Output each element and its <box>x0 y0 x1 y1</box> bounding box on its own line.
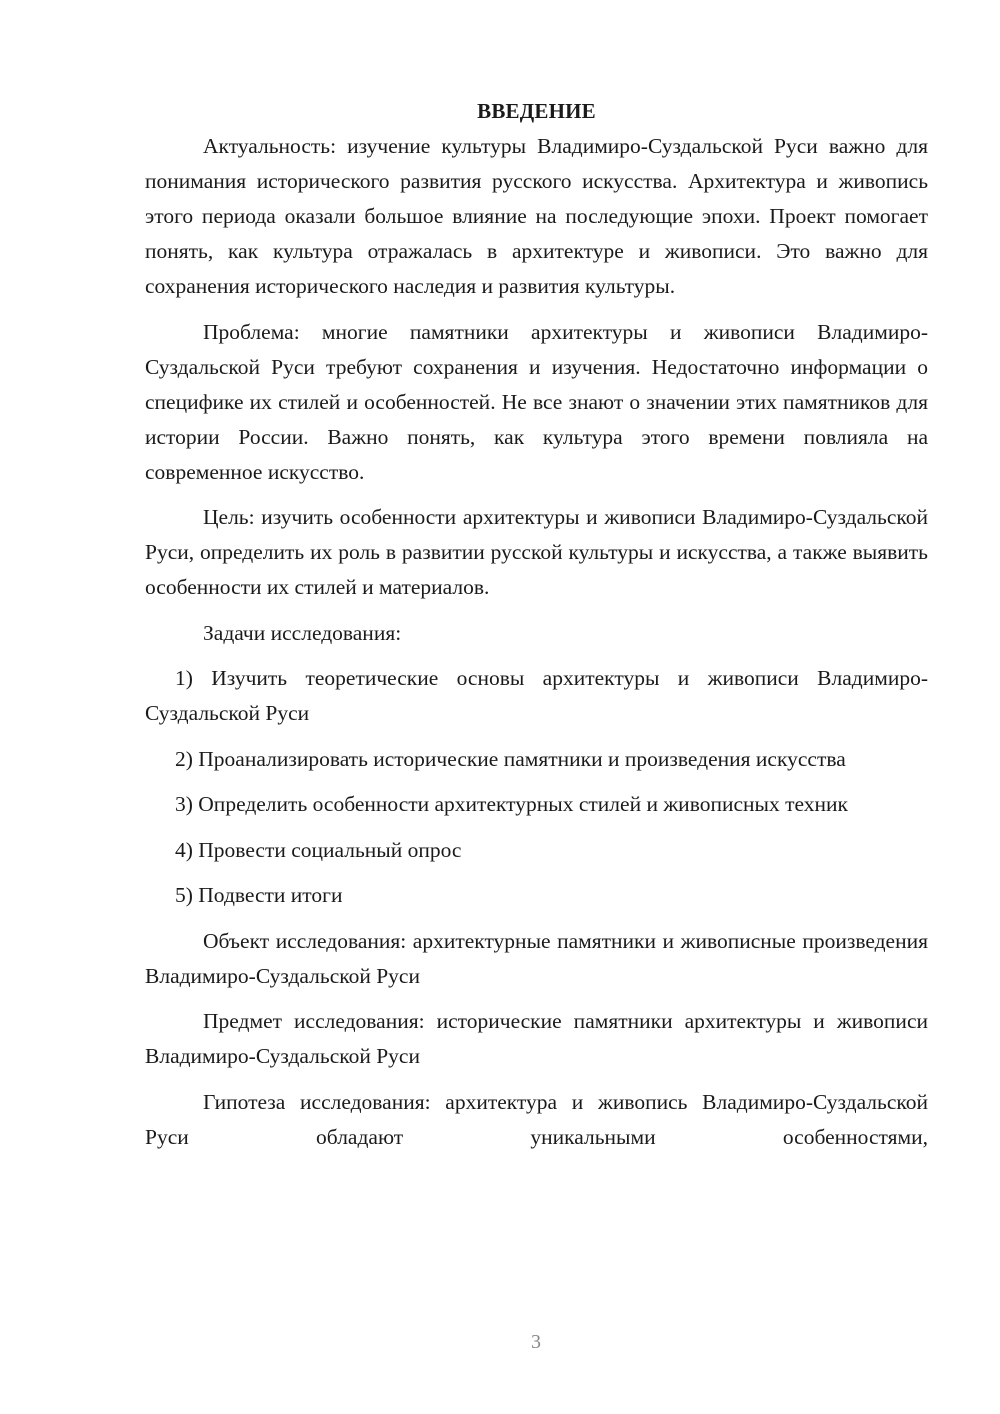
subject-paragraph: Предмет исследования: исторические памятники архитектуры и живописи Владимиро-Суздальской Руси <box>145 1009 928 1068</box>
document-page <box>145 94 928 1165</box>
problem-paragraph: Проблема: многие памятники архитектуры и живописи Владимиро-Суздальской Руси требуют сохранения и изучения. Недостаточно информации о специфике их стилей и особенностей. Не все знают о значении этих памятников для истории России. Важно понять, как культура этого времени повлияла на современное искусство. <box>145 319 928 484</box>
goal-paragraph: Цель: изучить особенности архитектуры и живописи Владимиро-Суздальской Руси, определить их роль в развитии русской культуры и искусства, а также выявить особенности их стилей и материалов. <box>145 505 928 599</box>
task-item-2: 2) Проанализировать исторические памятники и произведения искусства <box>175 746 846 771</box>
page-title: ВВЕДЕНИЕ <box>477 99 596 123</box>
relevance-paragraph: Актуальность: изучение культуры Владимиро-Суздальской Руси важно для понимания исторического развития русского искусства. Архитектура и живопись этого периода оказали большое влияние на последующие эпохи. Проект помогает понять, как культура отражалась в архитектуре и живописи. Это важно для сохранения исторического наследия и развития культуры. <box>145 134 928 298</box>
task-item-4: 4) Провести социальный опрос <box>175 837 462 862</box>
task-item-5: 5) Подвести итоги <box>175 883 343 907</box>
task-item-3: 3) Определить особенности архитектурных стилей и живописных техник <box>175 792 848 816</box>
page-number: 3 <box>531 1331 541 1353</box>
tasks-heading: Задачи исследования: <box>203 620 402 645</box>
object-paragraph: Объект исследования: архитектурные памятники и живописные произведения Владимиро-Суздальской Руси <box>145 928 928 988</box>
hypothesis-paragraph: Гипотеза исследования: архитектура и живопись Владимиро-Суздальской Руси обладают уникальными особенностями, <box>145 1089 928 1149</box>
task-item-1: 1) Изучить теоретические основы архитектуры и живописи Владимиро-Суздальской Руси <box>145 666 928 725</box>
